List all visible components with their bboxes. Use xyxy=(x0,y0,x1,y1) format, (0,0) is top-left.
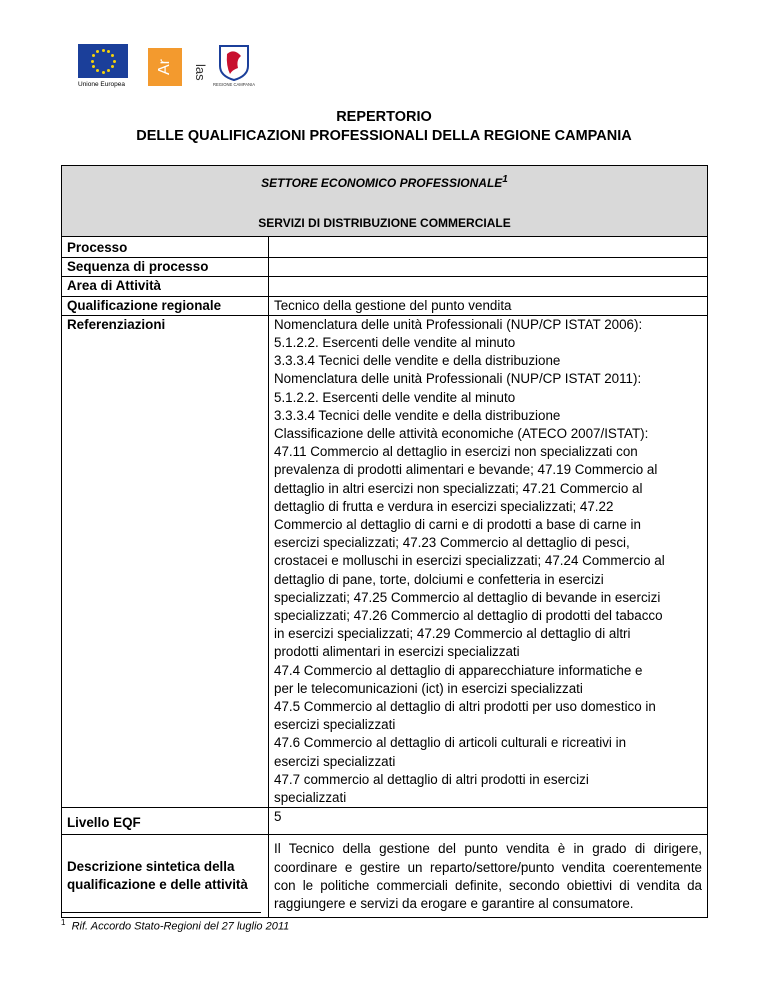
ref-line: specializzati; 47.26 Commercio al dettaglio di prodotti del tabacco xyxy=(274,608,663,624)
ref-line: 3.3.3.4 Tecnici delle vendite e della distribuzione xyxy=(274,353,561,369)
ref-line: 47.5 Commercio al dettaglio di altri prodotti per uso domestico in xyxy=(274,699,656,715)
ref-line: 47.6 Commercio al dettaglio di articoli culturali e ricreativi in xyxy=(274,735,627,751)
document-title-line2: DELLE QUALIFICAZIONI PROFESSIONALI DELLA REGIONE CAMPANIA xyxy=(136,128,632,144)
footnote-text: Rif. Accordo Stato-Regioni del 27 luglio 2011 xyxy=(71,920,290,933)
ref-line: Nomenclatura delle unità Professionali (NUP/CP ISTAT 2011): xyxy=(274,371,642,387)
eu-star-icon xyxy=(111,65,114,68)
ref-line: 47.7 commercio al dettaglio di altri prodotti in esercizi xyxy=(274,771,589,787)
eu-star-icon xyxy=(92,65,95,68)
eu-caption: Unione Europea xyxy=(78,81,125,88)
ref-line: prevalenza di prodotti alimentari e bevande; 47.19 Commercio al xyxy=(274,462,658,478)
ref-line: dettaglio in altri esercizi non specializzati; 47.21 Commercio al xyxy=(274,480,643,496)
value-referenziazioni xyxy=(269,315,708,807)
ref-line: dettaglio di pane, torte, dolciumi e confetteria in esercizi xyxy=(274,571,604,587)
value-livello: 5 xyxy=(269,808,708,835)
value-area xyxy=(269,277,708,296)
eu-star-icon xyxy=(102,71,105,74)
ref-line: dettaglio di frutta e verdura in esercizi specializzati; 47.22 xyxy=(274,498,614,514)
sector-label: SETTORE ECONOMICO PROFESSIONALE$^1$ xyxy=(261,174,508,190)
row-descrizione xyxy=(62,835,708,918)
value-processo xyxy=(269,237,708,258)
ref-line: esercizi specializzati xyxy=(274,753,396,769)
eu-star-icon xyxy=(111,54,114,57)
svg-text:las: las xyxy=(193,64,208,81)
ref-line: in esercizi specializzati; 47.29 Commercio al dettaglio di altri xyxy=(274,626,631,642)
eu-star-icon xyxy=(96,50,99,53)
label-qualificazione: Qualificazione regionale xyxy=(62,296,269,315)
footnote-mark: 1 xyxy=(61,918,66,927)
label-sequenza: Sequenza di processo xyxy=(62,258,269,277)
ref-line: Classificazione delle attività economiche (ATECO 2007/ISTAT): xyxy=(274,426,649,442)
value-sequenza xyxy=(269,258,708,277)
ref-line: 47.4 Commercio al dettaglio di apparecchiature informatiche e xyxy=(274,662,643,678)
eu-flag-logo xyxy=(78,44,128,78)
ref-line: prodotti alimentari in esercizi specializzati xyxy=(274,644,520,660)
row-processo xyxy=(62,237,708,258)
row-referenziazioni xyxy=(62,315,708,807)
ref-line: specializzati xyxy=(274,790,347,806)
label-descrizione: Descrizione sintetica della qualificazione e delle attività xyxy=(62,835,269,918)
arlas-logo xyxy=(148,48,208,86)
label-livello: Livello EQF xyxy=(62,808,269,835)
label-referenziazioni: Referenziazioni xyxy=(62,315,269,807)
ref-line: 3.3.3.4 Tecnici delle vendite e della distribuzione xyxy=(274,407,561,423)
value-descrizione: Il Tecnico della gestione del punto vendita è in grado di dirigere, coordinare e gestire un reparto/settore/punto vendita coerentemente con le politiche commerciali definite, secondo obiettivi di vendita da raggiungere e servizi da erogare e garantire al consumatore. xyxy=(269,835,708,918)
ref-line: specializzati; 47.25 Commercio al dettaglio di bevande in esercizi xyxy=(274,589,661,605)
row-qualificazione xyxy=(62,296,708,315)
row-sequenza xyxy=(62,258,708,277)
svg-text:Ar: Ar xyxy=(156,59,173,75)
ref-line: Nomenclatura delle unità Professionali (NUP/CP ISTAT 2006): xyxy=(274,316,643,332)
eu-star-icon xyxy=(96,69,99,72)
qualification-table xyxy=(61,165,708,918)
footnote-separator xyxy=(61,912,261,913)
eu-star-icon xyxy=(107,69,110,72)
ref-line: Commercio al dettaglio di carni e di prodotti a base di carne in xyxy=(274,517,641,533)
row-area xyxy=(62,277,708,296)
label-area: Area di Attività xyxy=(62,277,269,296)
label-processo: Processo xyxy=(62,237,269,258)
row-livello xyxy=(62,808,708,835)
ref-line: esercizi specializzati xyxy=(274,717,396,733)
ref-line: 47.11 Commercio al dettaglio in esercizi non specializzati con xyxy=(274,444,638,460)
eu-star-icon xyxy=(91,60,94,63)
sector-name: SERVIZI DI DISTRIBUZIONE COMMERCIALE xyxy=(258,216,511,231)
document-title-line1: REPERTORIO xyxy=(336,109,432,125)
eu-star-icon xyxy=(102,49,105,52)
ref-line: crostacei e molluschi in esercizi specializzati; 47.24 Commercio al xyxy=(274,553,665,569)
regione-campania-logo xyxy=(210,44,258,88)
ref-line: 5.1.2.2. Esercenti delle vendite al minuto xyxy=(274,389,516,405)
footnote-ref: 1 xyxy=(502,174,508,185)
campania-caption: REGIONE CAMPANIA xyxy=(212,82,256,87)
sector-header-row xyxy=(62,166,708,237)
ref-line: per le telecomunicazioni (ict) in esercizi specializzati xyxy=(274,680,583,696)
eu-star-icon xyxy=(92,54,95,57)
value-qualificazione: Tecnico della gestione del punto vendita xyxy=(269,296,708,315)
eu-star-icon xyxy=(107,50,110,53)
eu-star-icon xyxy=(113,60,116,63)
sector-header-cell xyxy=(62,166,708,237)
footnote xyxy=(61,918,289,933)
ref-line: esercizi specializzati; 47.23 Commercio al dettaglio di pesci, xyxy=(274,535,630,551)
ref-line: 5.1.2.2. Esercenti delle vendite al minuto xyxy=(274,335,516,351)
